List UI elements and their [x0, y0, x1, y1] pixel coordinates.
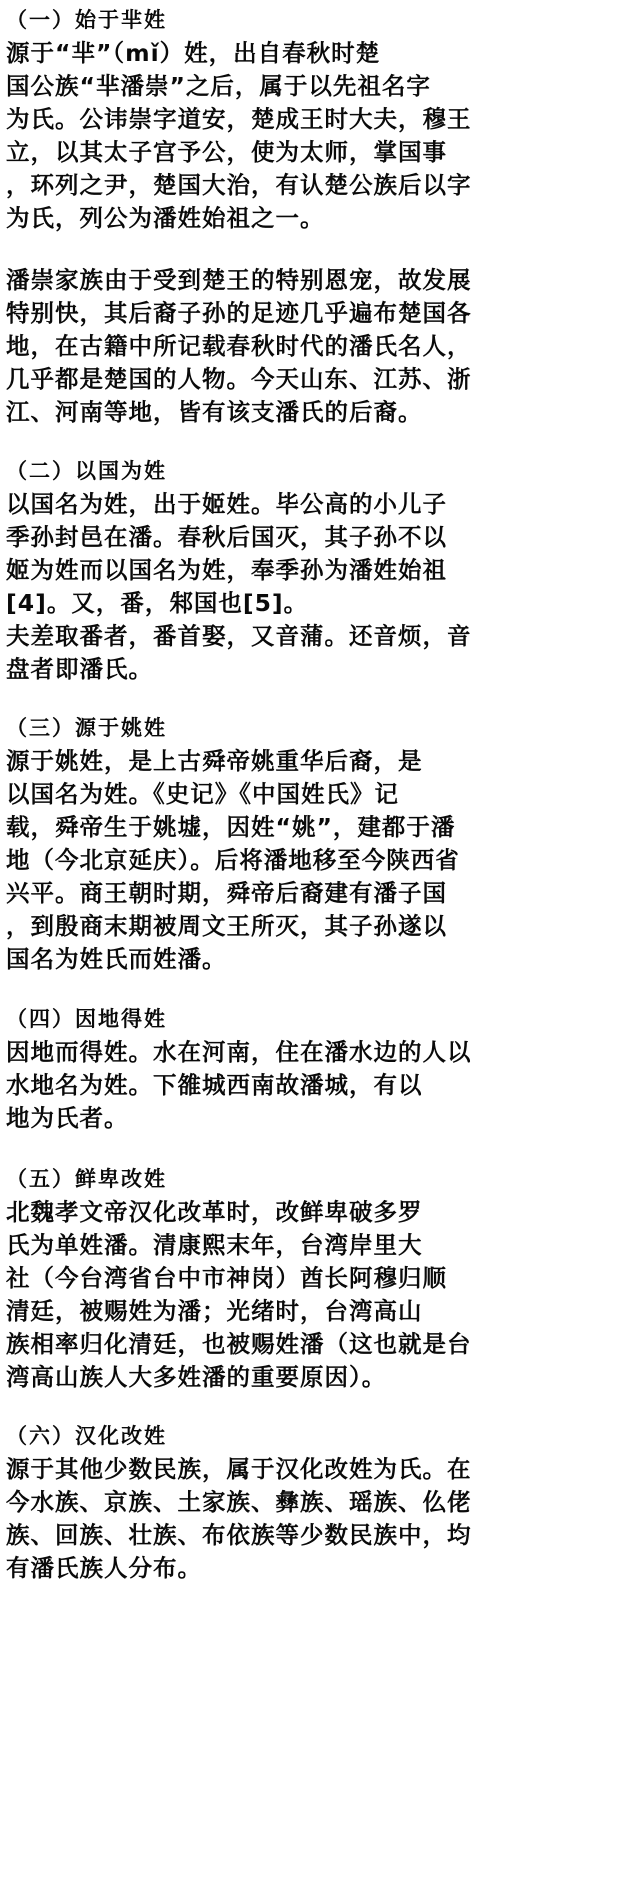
paragraph-line: 湾高山族人大多姓潘的重要原因）。: [6, 1363, 387, 1391]
paragraph-line: 立，以其太子宫予公，使为太师，掌国事: [6, 138, 447, 166]
paragraph-line: 族相率归化清廷，也被赐姓潘（这也就是台: [6, 1330, 472, 1358]
paragraph-line: 地（今北京延庆）。后将潘地移至今陕西省: [6, 846, 460, 874]
paragraph-line: 季孙封邑在潘。春秋后国灭，其子孙不以: [6, 523, 447, 551]
paragraph-line: 载，舜帝生于姚墟，因姓“姚”，建都于潘: [6, 813, 456, 841]
paragraph-line: ，到殷商末期被周文王所灭，其子孙遂以: [6, 912, 447, 940]
paragraph-line: 地，在古籍中所记载春秋时代的潘氏名人，: [6, 332, 472, 360]
paragraph-line: 地为氏者。: [6, 1104, 129, 1132]
section-heading: （四）因地得姓: [6, 1007, 167, 1031]
paragraph-line: 盘者即潘氏。: [6, 655, 153, 683]
paragraph-line: 有潘氏族人分布。: [6, 1554, 202, 1582]
paragraph-line: 以国名为姓，出于姬姓。毕公高的小儿子: [6, 490, 447, 518]
section-heading: （一）始于芈姓: [6, 8, 167, 32]
paragraph-line: 国名为姓氏而姓潘。: [6, 945, 227, 973]
paragraph-line: 水地名为姓。下雒城西南故潘城，有以: [6, 1071, 423, 1099]
section-heading: （五）鲜卑改姓: [6, 1167, 167, 1191]
paragraph-line: 清廷，被赐姓为潘；光绪时，台湾高山: [6, 1297, 423, 1325]
paragraph-line: 国公族“芈潘崇”之后，属于以先祖名字: [6, 72, 431, 100]
section-heading: （三）源于姚姓: [6, 716, 167, 740]
paragraph-line: 以国名为姓。《史记》《中国姓氏》记: [6, 780, 399, 808]
paragraph-line: ，环列之尹，楚国大治，有认楚公族后以字: [6, 171, 472, 199]
paragraph-line: 因地而得姓。水在河南，住在潘水边的人以: [6, 1038, 472, 1066]
paragraph-line: 北魏孝文帝汉化改革时，改鲜卑破多罗: [6, 1198, 423, 1226]
paragraph-line: 社（今台湾省台中市神岗）酋长阿穆归顺: [6, 1264, 447, 1292]
paragraph-line: 江、河南等地，皆有该支潘氏的后裔。: [6, 398, 423, 426]
paragraph-line: 氏为单姓潘。清康熙末年，台湾岸里大: [6, 1231, 423, 1259]
paragraph-line: 源于“芈”（mǐ）姓，出自春秋时楚: [6, 39, 381, 67]
paragraph-line: 特别快，其后裔子孙的足迹几乎遍布楚国各: [6, 299, 472, 327]
paragraph-line: 潘崇家族由于受到楚王的特别恩宠，故发展: [6, 266, 472, 294]
paragraph-line: 姬为姓而以国名为姓，奉季孙为潘姓始祖: [6, 556, 447, 584]
section-heading: （六）汉化改姓: [6, 1424, 167, 1448]
paragraph-line: 夫差取番者，番首娶，又音蒲。还音烦，音: [6, 622, 472, 650]
paragraph-line: 今水族、京族、土家族、彝族、瑶族、仫佬: [6, 1488, 472, 1516]
paragraph-line: 为氏。公讳崇字道安，楚成王时大夫，穆王: [6, 105, 472, 133]
paragraph-line: 兴平。商王朝时期，舜帝后裔建有潘子国: [6, 879, 447, 907]
section-heading: （二）以国为姓: [6, 459, 167, 483]
paragraph-line: 源于其他少数民族，属于汉化改姓为氏。在: [6, 1455, 472, 1483]
paragraph-line: 源于姚姓，是上古舜帝姚重华后裔，是: [6, 747, 423, 775]
paragraph-line: 族、回族、壮族、布依族等少数民族中，均: [6, 1521, 472, 1549]
paragraph-line: 几乎都是楚国的人物。今天山东、江苏、浙: [6, 365, 472, 393]
paragraph-line: 为氏，列公为潘姓始祖之一。: [6, 204, 325, 232]
paragraph-line: [4]。又，番，邾国也[5]。: [6, 589, 309, 617]
